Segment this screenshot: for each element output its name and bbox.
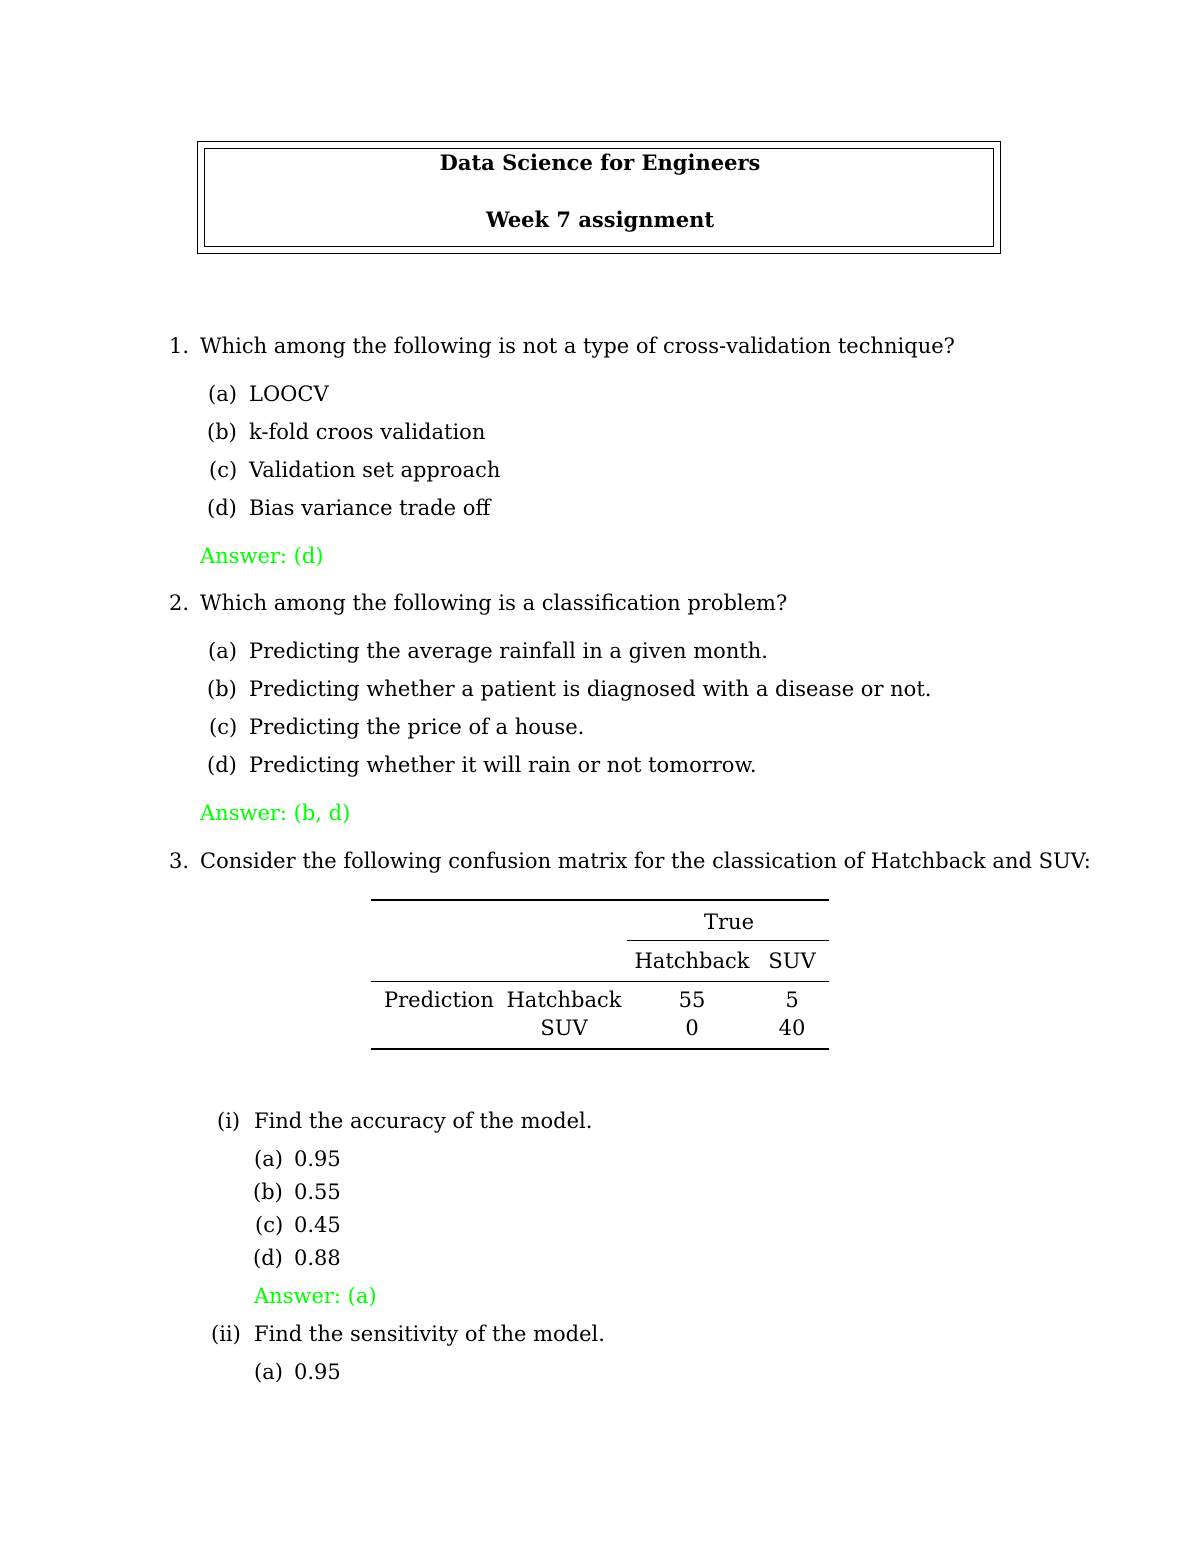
table-cell: 55 bbox=[678, 988, 706, 1012]
table-cmid-rule bbox=[627, 940, 829, 941]
q2-text: Which among the following is a classification problem? bbox=[200, 591, 788, 615]
q1-option-text: k-fold croos validation bbox=[249, 420, 486, 444]
table-top-rule bbox=[371, 899, 829, 901]
q3-sub-i-option-text: 0.95 bbox=[294, 1147, 341, 1171]
assignment-title: Week 7 assignment bbox=[485, 207, 715, 232]
q2-option-text: Predicting the average rainfall in a given month. bbox=[249, 639, 768, 663]
q3-sub-i-option-text: 0.45 bbox=[294, 1213, 341, 1237]
q2-number: 2. bbox=[169, 591, 190, 615]
table-cell: 0 bbox=[685, 1016, 699, 1040]
q3-number: 3. bbox=[169, 849, 190, 873]
table-col-hatchback: Hatchback bbox=[634, 949, 750, 973]
q1-text: Which among the following is not a type of cross-validation technique? bbox=[200, 334, 955, 358]
q1-option-label: (d) bbox=[207, 496, 237, 520]
q3-sub-i-option-label: (b) bbox=[253, 1180, 283, 1204]
q2-answer: Answer: (b, d) bbox=[200, 801, 351, 825]
q3-sub-i-text: Find the accuracy of the model. bbox=[254, 1109, 593, 1133]
table-row-suv: SUV bbox=[540, 1016, 588, 1040]
q1-option-text: LOOCV bbox=[249, 382, 329, 406]
table-cell: 40 bbox=[778, 1016, 806, 1040]
q2-option-label: (a) bbox=[208, 639, 237, 663]
table-row-hatchback: Hatchback bbox=[506, 988, 622, 1012]
q1-option-label: (b) bbox=[207, 420, 237, 444]
q3-text: Consider the following confusion matrix for the classication of Hatchback and SUV: bbox=[200, 849, 1091, 873]
q2-option-label: (b) bbox=[207, 677, 237, 701]
q3-sub-i-option-text: 0.55 bbox=[294, 1180, 341, 1204]
table-bottom-rule bbox=[371, 1048, 829, 1050]
q1-option-text: Bias variance trade off bbox=[249, 496, 491, 520]
q3-sub-i-option-label: (a) bbox=[254, 1147, 283, 1171]
q3-sub-i-label: (i) bbox=[217, 1109, 241, 1133]
q3-sub-ii-label: (ii) bbox=[211, 1322, 241, 1346]
q2-option-text: Predicting the price of a house. bbox=[249, 715, 585, 739]
q3-sub-i-answer: Answer: (a) bbox=[254, 1284, 377, 1308]
table-col-suv: SUV bbox=[768, 949, 816, 973]
q3-sub-ii-text: Find the sensitivity of the model. bbox=[254, 1322, 605, 1346]
course-title: Data Science for Engineers bbox=[439, 150, 761, 175]
q1-answer: Answer: (d) bbox=[200, 544, 324, 568]
q2-option-text: Predicting whether a patient is diagnosed with a disease or not. bbox=[249, 677, 932, 701]
q3-sub-ii-option-text: 0.95 bbox=[294, 1360, 341, 1384]
q2-option-label: (d) bbox=[207, 753, 237, 777]
q3-sub-ii-option-label: (a) bbox=[254, 1360, 283, 1384]
q1-option-label: (c) bbox=[209, 458, 238, 482]
q3-sub-i-option-text: 0.88 bbox=[294, 1246, 341, 1270]
q1-option-label: (a) bbox=[208, 382, 237, 406]
q1-number: 1. bbox=[169, 334, 190, 358]
q3-sub-i-option-label: (c) bbox=[255, 1213, 284, 1237]
q2-option-text: Predicting whether it will rain or not tomorrow. bbox=[249, 753, 757, 777]
q2-option-label: (c) bbox=[209, 715, 238, 739]
table-true-header: True bbox=[704, 910, 754, 934]
table-cell: 5 bbox=[785, 988, 799, 1012]
q1-option-text: Validation set approach bbox=[249, 458, 501, 482]
table-row-group: Prediction bbox=[384, 988, 494, 1012]
q3-sub-i-option-label: (d) bbox=[253, 1246, 283, 1270]
table-mid-rule bbox=[371, 981, 829, 982]
